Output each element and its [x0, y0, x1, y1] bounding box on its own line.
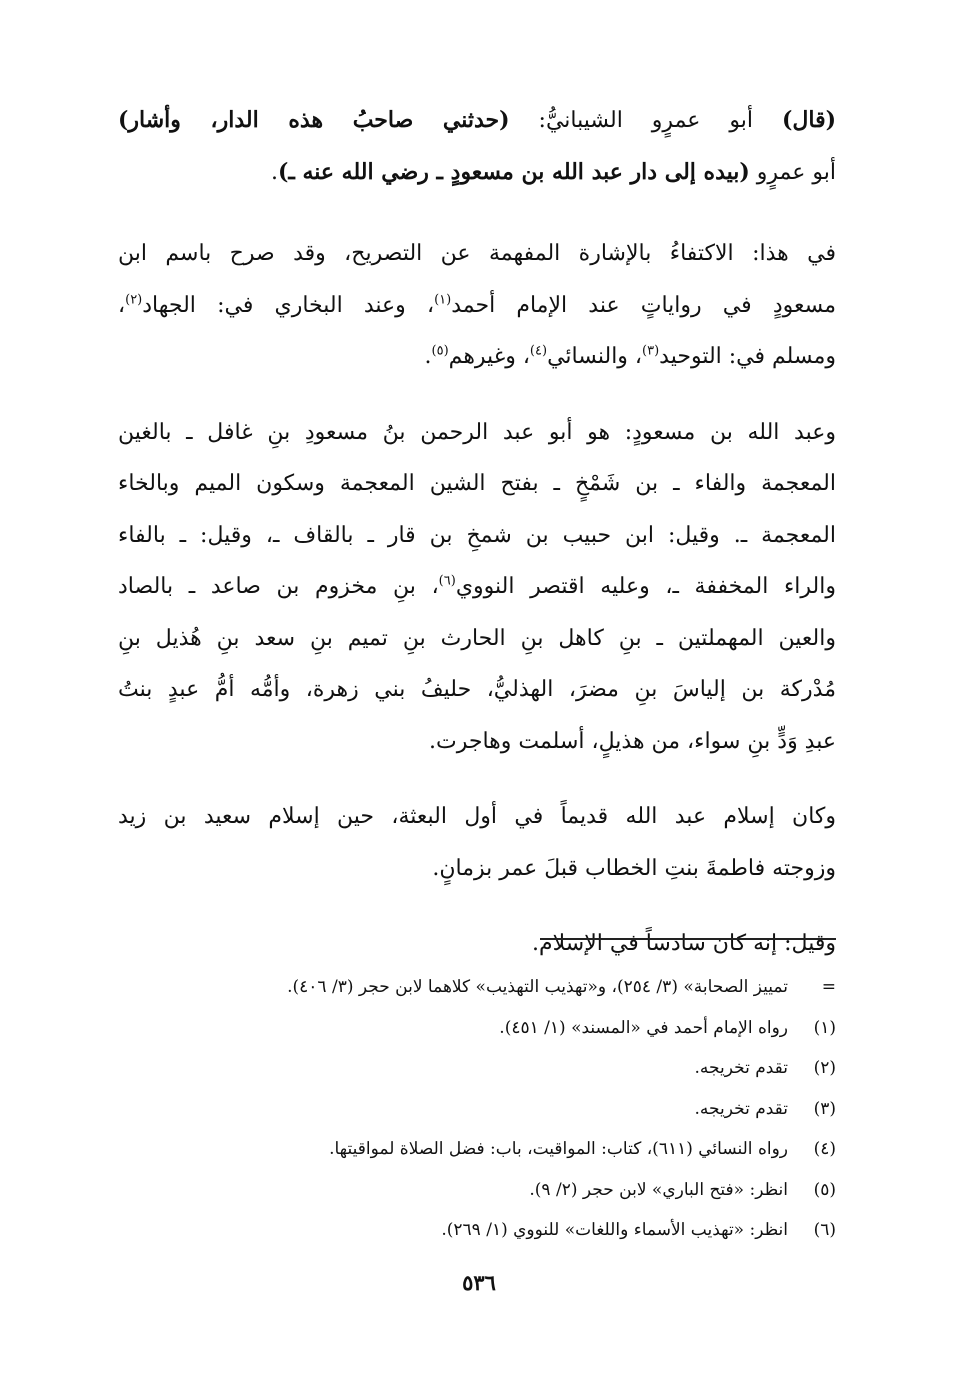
text-line: عبدِ وَدٍّ بنِ سواء، من هذيلٍ، أسلمت وهاجرت.	[429, 728, 836, 754]
text-line: وقيل: إنه كان سادساً في الإسلام.	[532, 931, 836, 956]
footnote-mark: (٣)	[813, 1098, 836, 1119]
quote-bold: (قال)	[781, 107, 836, 133]
footnote-ref[interactable]: (٥)	[431, 343, 449, 359]
footnote-ref[interactable]: (٢)	[125, 292, 143, 308]
footnote-ref[interactable]: (٦)	[438, 573, 456, 589]
text-line	[118, 561, 836, 613]
text-line: مُدْركة بن إلياسَ بنِ مضرَ، الهذليُّ، حليفُ بني زهرة، وأمُّه أمُّ عبدٍ بنتُ	[118, 677, 836, 702]
footnote-mark: (١)	[813, 1017, 836, 1038]
paragraph-islam	[118, 791, 836, 894]
footnote-item	[118, 1048, 836, 1089]
footnote-text: انظر: «فتح الباري» لابن حجر (٢/ ٩).	[529, 1179, 788, 1200]
footnote-text: تقدم تخريجه.	[694, 1058, 788, 1078]
footnote-item	[118, 967, 836, 1008]
text-line: المعجمة ـ. وقيل: ابن حبيب بن شمخِ بن قار ـ بالقاف ـ، وقيل: ـ بالفاء	[118, 522, 836, 548]
text-line	[118, 331, 836, 383]
footnote-mark: (٥)	[813, 1179, 836, 1200]
footnote-divider	[540, 938, 836, 940]
text-segment: ، وغيرهم	[448, 344, 530, 369]
footnote-ref[interactable]: (١)	[434, 292, 452, 308]
quote-text: .	[270, 159, 278, 185]
page-number: ٥٣٦	[462, 1270, 496, 1295]
text-segment: ومسلم في: التوحيد	[659, 344, 836, 369]
text-segment: مسعودٍ في رواياتٍ عند الإمام أحمد	[451, 292, 836, 318]
text-segment: ، والنسائي	[547, 344, 643, 369]
paragraph-sixth	[118, 918, 836, 970]
footnote-ref[interactable]: (٤)	[529, 343, 548, 359]
footnote-item	[118, 1210, 836, 1251]
footnote-item	[118, 1089, 836, 1130]
quote-text: أبو عمرٍو	[749, 159, 836, 185]
quote-bold: (بيده إلى دار عبد الله بن مسعودٍ ـ رضي الله عنه ـ)	[277, 158, 750, 185]
text-segment: ، وعند البخاري في: الجهاد	[142, 292, 435, 318]
footnote-text: رواه الإمام أحمد في «المسند» (١/ ٤٥١).	[499, 1017, 788, 1038]
paragraph-hadith-quote	[118, 95, 836, 198]
text-line: والعين المهملتين ـ بنِ كاهل بنِ الحارث بنِ تميم بنِ سعد بنِ هُذيل بنِ	[118, 625, 836, 651]
text-line	[118, 95, 836, 147]
footnote-item	[118, 1008, 836, 1049]
footnote-text: رواه النسائي (٦١١)، كتاب: المواقيت، باب: فضل الصلاة لمواقيتها.	[329, 1139, 788, 1159]
text-segment: ،	[118, 292, 126, 318]
text-line: في هذا: الاكتفاءُ بالإشارة المفهمة عن التصريح، وقد صرح باسم ابن	[118, 241, 836, 266]
footnote-mark: (٢)	[813, 1058, 836, 1078]
footnote-item	[118, 1170, 836, 1211]
paragraph-biography	[118, 407, 836, 768]
footnote-ref[interactable]: (٣)	[642, 343, 660, 359]
footnote-text: انظر: «تهذيب الأسماء واللغات» للنووي (١/ ٢٦٩).	[441, 1220, 788, 1240]
footnote-item	[118, 1129, 836, 1170]
text-line	[118, 280, 836, 332]
text-line: المعجمة والفاء ـ بن شَمْخٍ ـ بفتح الشين المعجمة وسكون الميم وبالخاء	[118, 471, 836, 496]
footnote-mark: (٤)	[813, 1139, 836, 1159]
footnote-text: تقدم تخريجه.	[694, 1098, 788, 1119]
footnote-text: تمييز الصحابة» (٣/ ٢٥٤)، و«تهذيب التهذيب» كلاهما لابن حجر (٣/ ٤٠٦).	[287, 977, 788, 997]
text-segment: .	[424, 344, 432, 369]
paragraph-commentary	[118, 228, 836, 383]
text-line: وزوجته فاطمةَ بنتِ الخطاب قبلَ عمر بزمانٍ.	[432, 855, 836, 881]
text-line: وعبد الله بن مسعودٍ: هو أبو عبد الرحمن بنُ مسعودِ بنِ غافل ـ بالغين	[118, 419, 836, 445]
text-line	[118, 147, 836, 199]
footnotes	[118, 967, 836, 1251]
text-segment: والراء المخففة ـ، وعليه اقتصر النووي	[455, 574, 837, 599]
text-segment: ، بنِ مخزوم بن صاعد ـ بالصاد	[118, 574, 439, 599]
footnote-mark: (٦)	[813, 1220, 836, 1240]
quote-text: أبو عمرٍو الشيبانيُّ:	[509, 108, 782, 133]
text-line: وكان إسلام عبد الله قديماً في أول البعثة، حين إسلام سعيد بن زيد	[118, 804, 836, 829]
footnote-mark: =	[821, 977, 836, 997]
quote-bold: (حدثني صاحبُ هذه الدار، وأشار)	[118, 107, 510, 133]
